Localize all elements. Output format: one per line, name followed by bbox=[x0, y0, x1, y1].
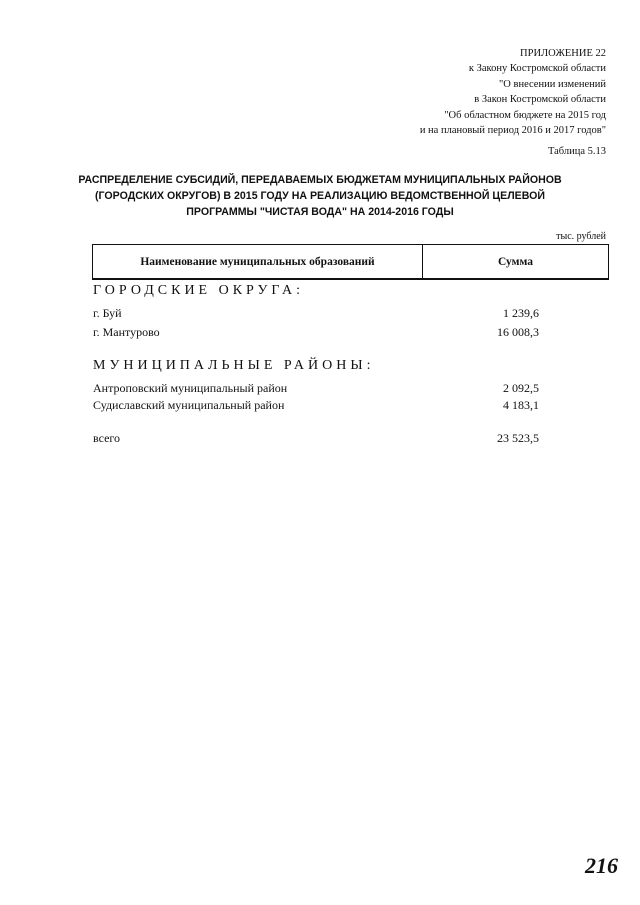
row-amount: 2 092,5 bbox=[503, 381, 539, 395]
annex-line: ПРИЛОЖЕНИЕ 22 bbox=[520, 48, 606, 59]
row-amount: 4 183,1 bbox=[503, 398, 539, 412]
row-amount: 16 008,3 bbox=[497, 325, 539, 339]
annex-line: "Об областном бюджете на 2015 год bbox=[444, 109, 606, 121]
row-name: Судиславский муниципальный район bbox=[93, 398, 285, 412]
annex-line: в Закон Костромской области bbox=[474, 94, 606, 106]
section-heading-city-districts: ГОРОДСКИЕ ОКРУГА: bbox=[93, 283, 304, 298]
row-name: г. Мантурово bbox=[93, 325, 160, 339]
column-header-amount: Сумма bbox=[498, 255, 533, 268]
row-amount: 1 239,6 bbox=[503, 306, 539, 320]
annex-block bbox=[420, 46, 606, 138]
row-name: Антроповский муниципальный район bbox=[93, 381, 288, 395]
section-heading-municipal-districts: МУНИЦИПАЛЬНЫЕ РАЙОНЫ: bbox=[93, 358, 375, 373]
annex-line: к Закону Костромской области bbox=[468, 63, 606, 75]
units-label: тыс. рублей bbox=[556, 231, 606, 242]
title-line: (ГОРОДСКИХ ОКРУГОВ) В 2015 ГОДУ НА РЕАЛИЗАЦИЮ ВЕДОМСТВЕННОЙ ЦЕЛЕВОЙ bbox=[95, 190, 545, 202]
title-line: ПРОГРАММЫ "ЧИСТАЯ ВОДА" НА 2014-2016 ГОДЫ bbox=[186, 206, 454, 218]
row-name: г. Буй bbox=[93, 306, 122, 320]
column-header-name: Наименование муниципальных образований bbox=[93, 245, 423, 278]
title-line: РАСПРЕДЕЛЕНИЕ СУБСИДИЙ, ПЕРЕДАВАЕМЫХ БЮДЖЕТАМ МУНИЦИПАЛЬНЫХ РАЙОНОВ bbox=[78, 174, 562, 186]
page-number: 216 bbox=[585, 853, 618, 878]
annex-line: и на плановый период 2016 и 2017 годов" bbox=[419, 125, 606, 137]
annex-line: "О внесении изменений bbox=[499, 78, 606, 90]
table-number: Таблица 5.13 bbox=[547, 146, 606, 157]
total-amount: 23 523,5 bbox=[497, 431, 539, 445]
table-header bbox=[92, 244, 609, 280]
total-label: всего bbox=[93, 431, 121, 445]
document-title bbox=[70, 172, 570, 220]
